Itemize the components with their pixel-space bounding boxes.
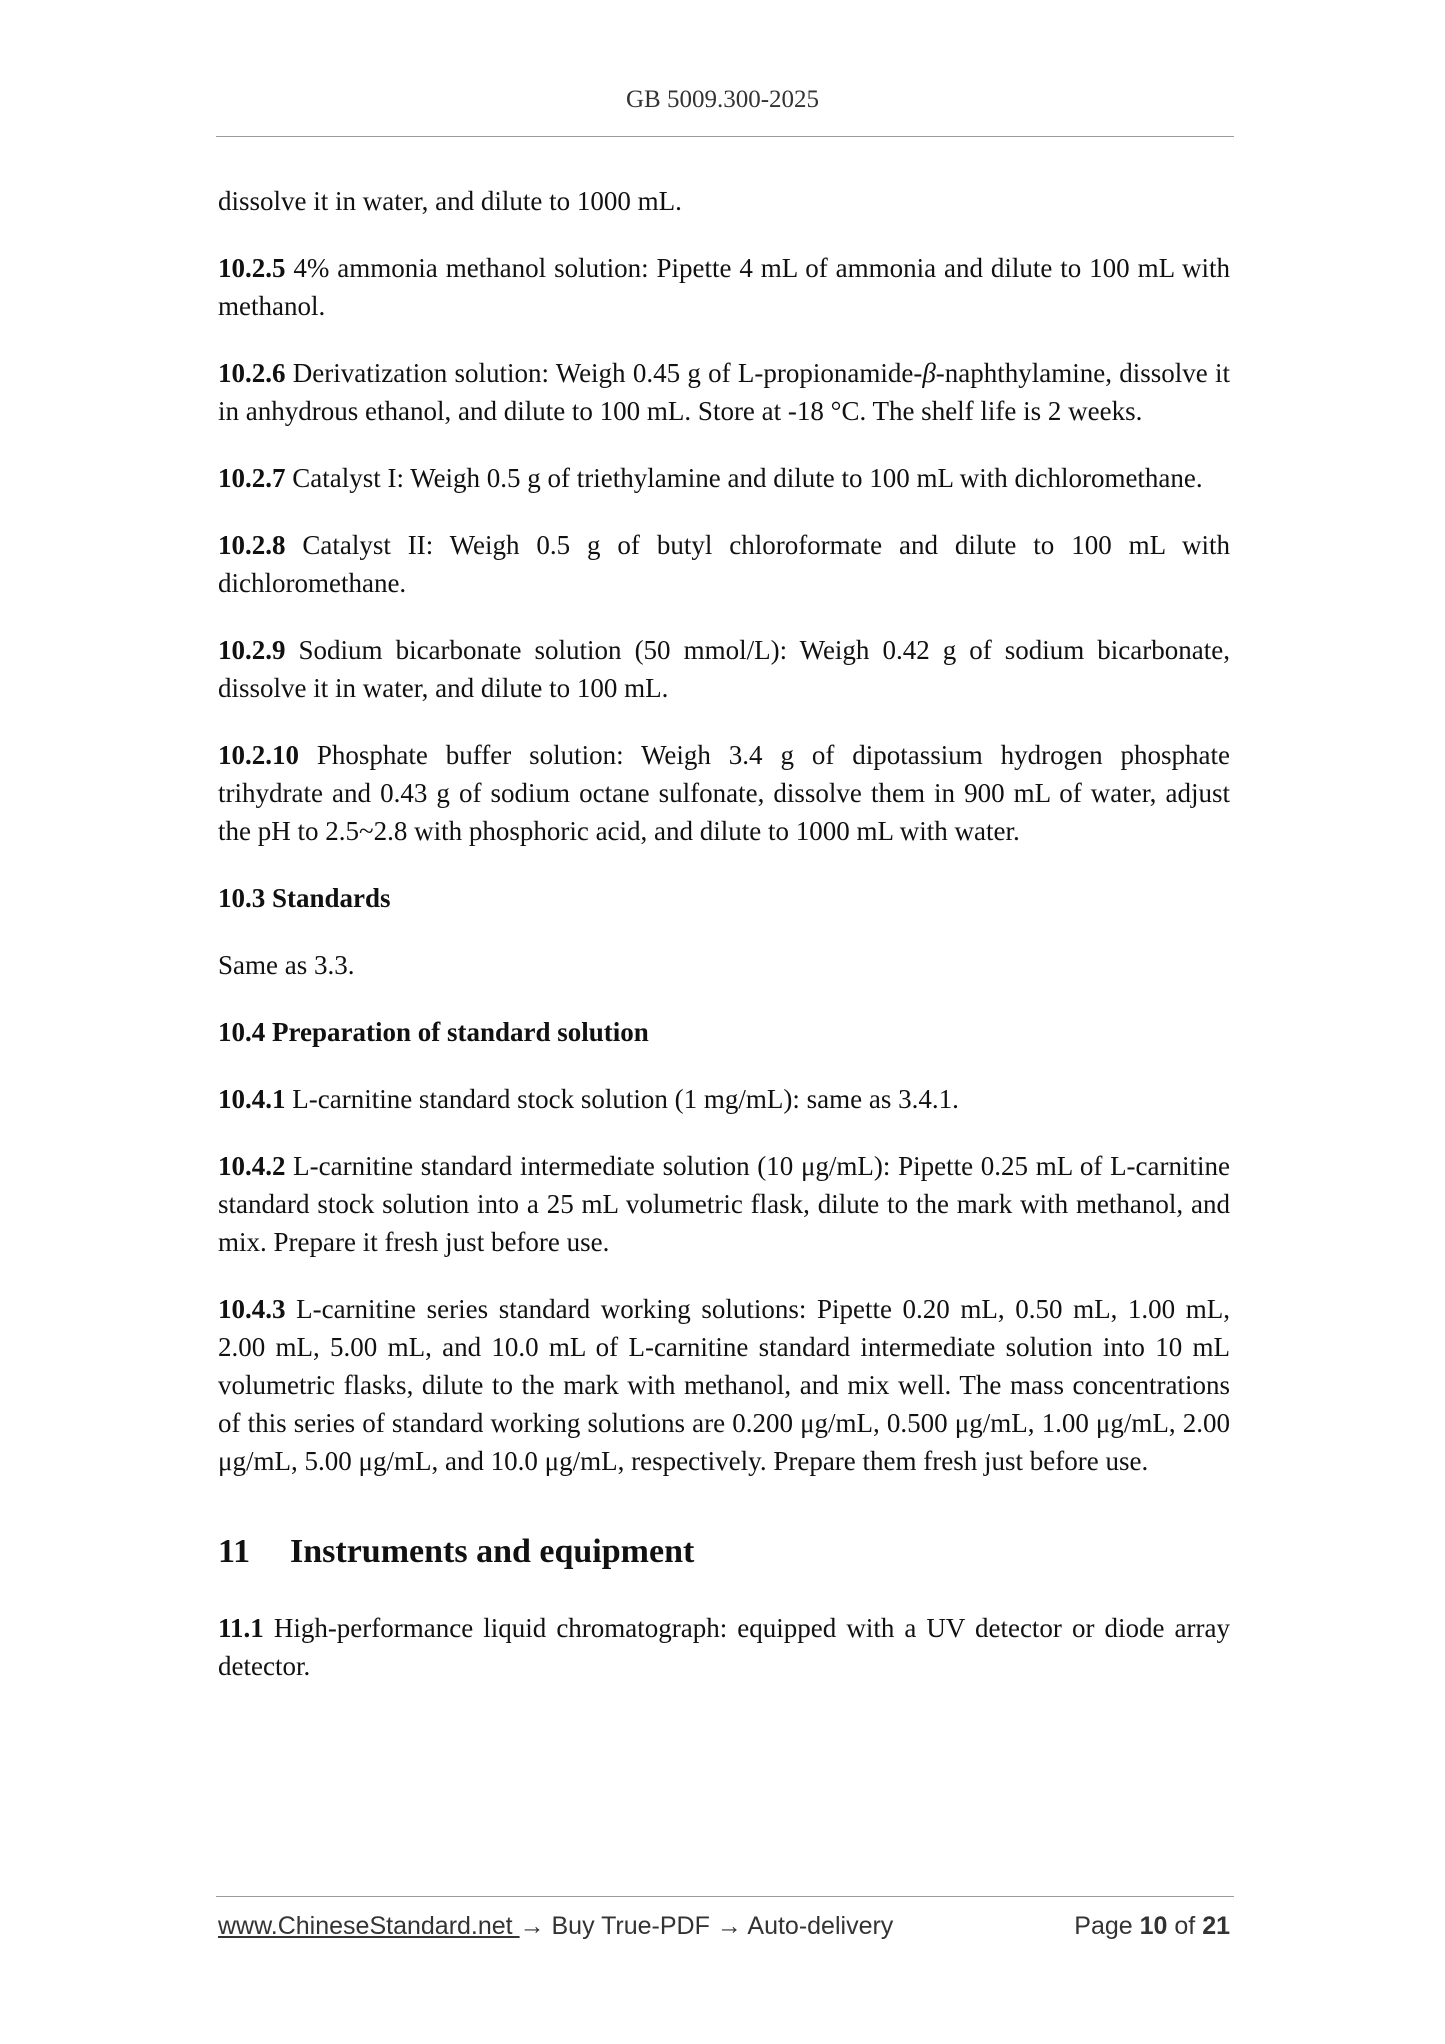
paragraph-continuation: dissolve it in water, and dilute to 1000 mL.: [218, 186, 682, 216]
clause-number: 11.1: [218, 1613, 264, 1643]
clause-10-4-2: [218, 1147, 1230, 1261]
website-link[interactable]: www.ChineseStandard.net: [218, 1912, 520, 1940]
footer-promo: [218, 1912, 893, 1941]
clause-10-2-9: [218, 631, 1230, 707]
clause-number: 10.2.9: [218, 635, 286, 665]
clause-10-4-3: [218, 1290, 1230, 1480]
clause-text: L-carnitine standard stock solution (1 mg/mL): same as 3.4.1.: [285, 1084, 959, 1114]
subheading-preparation: 10.4 Preparation of standard solution: [218, 1017, 649, 1047]
clause-text: Catalyst II: Weigh 0.5 g of butyl chloroformate and dilute to 100 mL with dichloromethane.: [218, 530, 1230, 598]
clause-number: 10.4.1: [218, 1084, 286, 1114]
clause-number: 10.4.2: [218, 1151, 286, 1181]
clause-10-2-6: [218, 354, 1230, 430]
clause-text: Derivatization solution: Weigh 0.45 g of L-propionamide-: [285, 358, 923, 388]
clause-10-2-8: [218, 526, 1230, 602]
clause-text: High-performance liquid chromatograph: equipped with a UV detector or diode array detector.: [218, 1613, 1230, 1681]
header-divider: [216, 136, 1234, 137]
clause-number: 10.2.8: [218, 530, 286, 560]
beta-symbol: β: [922, 358, 936, 388]
clause-number: 10.2.7: [218, 463, 286, 493]
clause-text: L-carnitine standard intermediate solution (10 μg/mL): Pipette 0.25 mL of L-carnitine standard stock solution into a 25 mL volumetric flask, dilute to the mark with methanol, and mix. Prepare it fresh just before use.: [218, 1151, 1230, 1257]
footer-tagline: → Buy True-PDF → Auto-delivery: [519, 1912, 894, 1940]
clause-number: 10.2.6: [218, 358, 286, 388]
clause-10-2-5: [218, 249, 1230, 325]
subheading-standards: 10.3 Standards: [218, 883, 391, 913]
clause-text-cont: -naphthylamine, dissolve it in anhydrous ethanol, and dilute to 100 mL. Store at -18 °C. The shelf life is 2 weeks.: [218, 358, 1230, 426]
clause-number: 10.2.10: [218, 740, 299, 770]
clause-10-2-7: [218, 459, 1230, 497]
clause-10-2-10: [218, 736, 1230, 850]
paragraph-same-as: Same as 3.3.: [218, 950, 355, 980]
page-header: GB 5009.300-2025: [625, 86, 820, 113]
document-body: [218, 182, 1230, 1714]
clause-11-1: [218, 1609, 1230, 1685]
clause-text: 4% ammonia methanol solution: Pipette 4 mL of ammonia and dilute to 100 mL with methanol.: [218, 253, 1230, 321]
section-number: 11: [218, 1533, 251, 1570]
clause-text: Phosphate buffer solution: Weigh 3.4 g of dipotassium hydrogen phosphate trihydrate and 0.43 g of sodium octane sulfonate, dissolve them in 900 mL of water, adjust the pH to 2.5~2.8 with phosphoric acid, and dilute to 1000 mL with water.: [218, 740, 1230, 846]
clause-number: 10.4.3: [218, 1294, 286, 1324]
clause-text: Sodium bicarbonate solution (50 mmol/L): Weigh 0.42 g of sodium bicarbonate, dissolve it in water, and dilute to 100 mL.: [218, 635, 1230, 703]
current-page: 10: [1139, 1912, 1168, 1940]
clause-text: L-carnitine series standard working solutions: Pipette 0.20 mL, 0.50 mL, 1.00 mL, 2.00 mL, 5.00 mL, and 10.0 mL of L-carnitine standard intermediate solution into 10 mL volumetric flasks, dilute to the mark with methanol, and mix well. The mass concentrations of this series of standard working solutions are 0.200 μg/mL, 0.500 μg/mL, 1.00 μg/mL, 2.00 μg/mL, 5.00 μg/mL, and 10.0 μg/mL, respectively. Prepare them fresh just before use.: [218, 1294, 1230, 1476]
section-title: Instruments and equipment: [290, 1533, 695, 1570]
clause-text: Catalyst I: Weigh 0.5 g of triethylamine and dilute to 100 mL with dichloromethane.: [285, 463, 1203, 493]
footer-divider: [216, 1896, 1234, 1897]
section-heading-11: [218, 1530, 1230, 1574]
clause-10-4-1: [218, 1080, 1230, 1118]
clause-number: 10.2.5: [218, 253, 286, 283]
total-pages: 21: [1202, 1912, 1230, 1940]
page-indicator: Page 10 of 21: [1074, 1912, 1230, 1940]
